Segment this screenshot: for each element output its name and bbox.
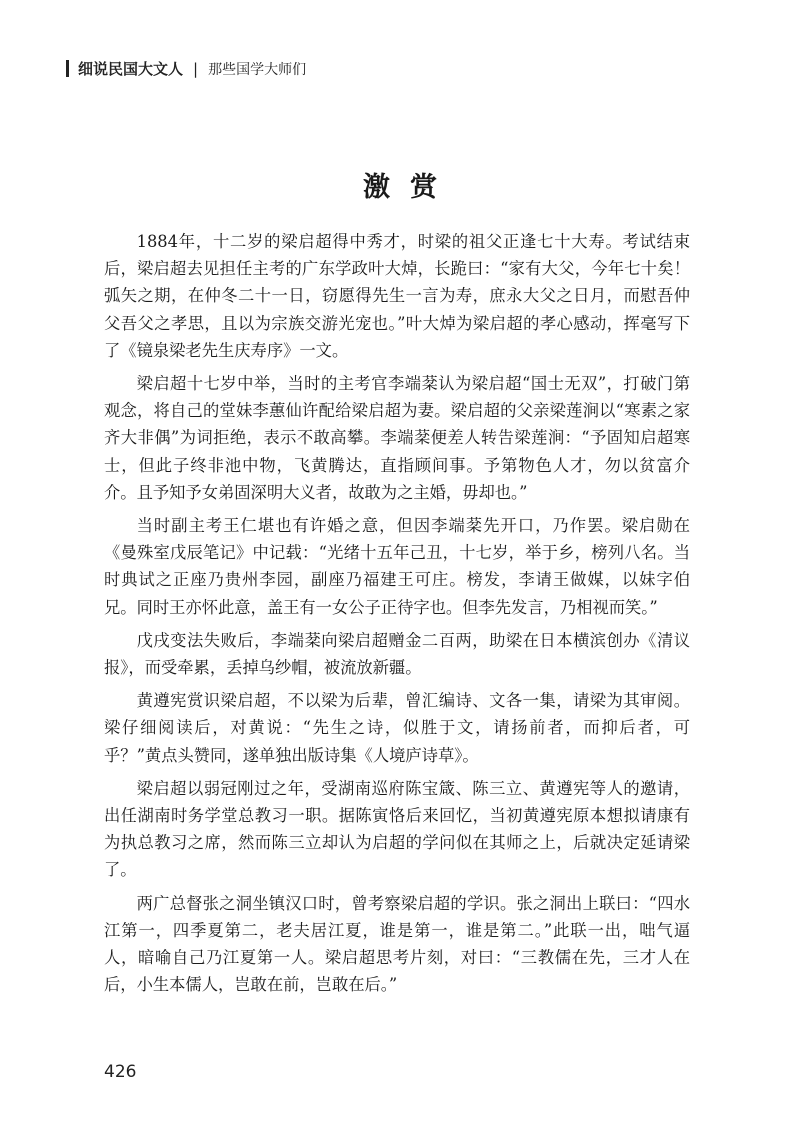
paragraph: 戊戌变法失败后，李端棻向梁启超赠金二百两，助梁在日本横滨创办《清议报》，而受牵累，丢掉乌纱帽，被流放新疆。 [104,630,690,678]
header-separator: | [193,59,199,78]
chapter-title: 激赏 [363,172,457,203]
body-text [104,228,690,1004]
page-number: 426 [104,1062,137,1082]
book-title: 细说民国大文人 [78,60,184,78]
book-subtitle: 那些国学大师们 [208,61,307,78]
paragraph: 1884年，十二岁的梁启超得中秀才，时梁的祖父正逢七十大寿。考试结束后，梁启超去见担任主考的广东学政叶大焯，长跪曰：“家有大父，今年七十矣！弧矢之期，在仲冬二十一日，窃愿得先生一言为寿，庶永大父之日月，而慰吾仲父吾父之孝思，且以为宗族交游光宠也。”叶大焯为梁启超的孝心感动，挥毫写下了《镜泉梁老先生庆寿序》一文。 [104,232,690,360]
paragraph: 梁启超十七岁中举，当时的主考官李端棻认为梁启超“国士无双”，打破门第观念，将自己的堂妹李蕙仙许配给梁启超为妻。梁启超的父亲梁莲涧以“寒素之家齐大非偶”为词拒绝，表示不敢高攀。李端棻便差人转告梁莲涧：“予固知启超寒士，但此子终非池中物，飞黄腾达，直指顾间事。予第物色人才，勿以贫富介介。且予知予女弟固深明大义者，故敢为之主婚，毋却也。” [104,374,690,502]
paragraph: 两广总督张之洞坐镇汉口时，曾考察梁启超的学识。张之洞出上联曰：“四水江第一，四季夏第二，老夫居江夏，谁是第一，谁是第二。”此联一出，咄气逼人，暗喻自己乃江夏第一人。梁启超思考片刻，对曰：“三教儒在先，三才人在后，小生本儒人，岂敢在前，岂敢在后。” [104,893,690,995]
paragraph: 当时副主考王仁堪也有许婚之意，但因李端棻先开口，乃作罢。梁启勋在《曼殊室戊辰笔记》中记载：“光绪十五年己丑，十七岁，举于乡，榜列八名。当时典试之正座乃贵州李园，副座乃福建王可庄。榜发，李请王做媒，以妹字伯兄。同时王亦怀此意，盖王有一女公子正待字也。但李先发言，乃相视而笑。” [104,516,690,617]
running-header [66,58,306,79]
paragraph: 黄遵宪赏识梁启超，不以梁为后辈，曾汇编诗、文各一集，请梁为其审阅。梁仔细阅读后，对黄说：“先生之诗，似胜于文，请扬前者，而抑后者，可乎？”黄点头赞同，遂单独出版诗集《人境庐诗草》。 [104,691,690,765]
paragraph: 梁启超以弱冠刚过之年，受湖南巡府陈宝箴、陈三立、黄遵宪等人的邀请，出任湖南时务学堂总教习一职。据陈寅恪后来回忆，当初黄遵宪原本想拟请康有为执总教习之席，然而陈三立却认为启超的学问似在其师之上，后就决定延请梁了。 [104,778,690,880]
header-bar [66,60,69,77]
